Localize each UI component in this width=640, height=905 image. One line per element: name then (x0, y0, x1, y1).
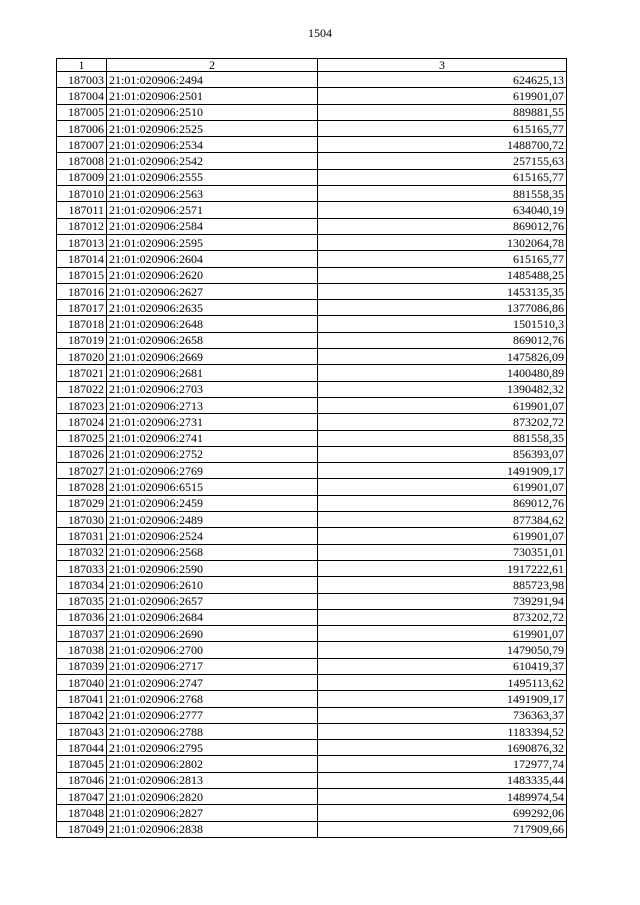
table-row (57, 446, 567, 462)
row-number-cell: 187049 (57, 821, 107, 837)
row-number-cell: 187013 (57, 234, 107, 250)
row-number-cell: 187047 (57, 789, 107, 805)
cadastral-number-cell: 21:01:020906:2501 (107, 88, 318, 104)
cadastral-number-cell: 21:01:020906:2768 (107, 691, 318, 707)
row-number-cell: 187033 (57, 560, 107, 576)
cadastral-number-cell: 21:01:020906:2700 (107, 642, 318, 658)
cadastral-number-cell: 21:01:020906:2604 (107, 251, 318, 267)
cadastral-value-cell: 1491909,17 (318, 691, 567, 707)
row-number-cell: 187004 (57, 88, 107, 104)
row-number-cell: 187034 (57, 577, 107, 593)
cadastral-number-cell: 21:01:020906:2542 (107, 153, 318, 169)
cadastral-value-cell: 881558,35 (318, 430, 567, 446)
row-number-cell: 187036 (57, 609, 107, 625)
cadastral-number-cell: 21:01:020906:2752 (107, 446, 318, 462)
table-row (57, 805, 567, 821)
row-number-cell: 187043 (57, 723, 107, 739)
cadastral-number-cell: 21:01:020906:2635 (107, 300, 318, 316)
table-row (57, 137, 567, 153)
cadastral-value-cell: 889881,55 (318, 104, 567, 120)
table-body (57, 72, 567, 838)
row-number-cell: 187032 (57, 544, 107, 560)
cadastral-value-cell: 1400480,89 (318, 365, 567, 381)
cadastral-value-cell: 730351,01 (318, 544, 567, 560)
cadastral-value-cell: 619901,07 (318, 479, 567, 495)
cadastral-value-cell: 619901,07 (318, 528, 567, 544)
row-number-cell: 187015 (57, 267, 107, 283)
table-row (57, 202, 567, 218)
cadastral-value-cell: 856393,07 (318, 446, 567, 462)
row-number-cell: 187042 (57, 707, 107, 723)
table-row (57, 153, 567, 169)
table-row (57, 512, 567, 528)
row-number-cell: 187023 (57, 397, 107, 413)
cadastral-value-cell: 1495113,62 (318, 674, 567, 690)
table-row (57, 365, 567, 381)
cadastral-number-cell: 21:01:020906:2459 (107, 495, 318, 511)
cadastral-number-cell: 21:01:020906:2658 (107, 332, 318, 348)
table-row (57, 821, 567, 837)
row-number-cell: 187014 (57, 251, 107, 267)
row-number-cell: 187026 (57, 446, 107, 462)
cadastral-value-cell: 619901,07 (318, 88, 567, 104)
table-row (57, 381, 567, 397)
cadastral-value-cell: 717909,66 (318, 821, 567, 837)
cadastral-value-cell: 1302064,78 (318, 234, 567, 250)
table-row (57, 234, 567, 250)
cadastral-value-cell: 619901,07 (318, 397, 567, 413)
table-row (57, 430, 567, 446)
table-row (57, 218, 567, 234)
row-number-cell: 187048 (57, 805, 107, 821)
cadastral-value-cell: 257155,63 (318, 153, 567, 169)
cadastral-number-cell: 21:01:020906:2657 (107, 593, 318, 609)
cadastral-value-cell: 1485488,25 (318, 267, 567, 283)
cadastral-value-cell: 624625,13 (318, 72, 567, 88)
cadastral-number-cell: 21:01:020906:2571 (107, 202, 318, 218)
row-number-cell: 187028 (57, 479, 107, 495)
cadastral-value-cell: 739291,94 (318, 593, 567, 609)
table-row (57, 169, 567, 185)
table-row (57, 560, 567, 576)
cadastral-number-cell: 21:01:020906:2713 (107, 397, 318, 413)
cadastral-value-cell: 699292,06 (318, 805, 567, 821)
cadastral-value-cell: 615165,77 (318, 251, 567, 267)
table-row (57, 642, 567, 658)
row-number-cell: 187003 (57, 72, 107, 88)
page-number: 1504 (308, 26, 332, 40)
row-number-cell: 187021 (57, 365, 107, 381)
table-row (57, 577, 567, 593)
cadastral-number-cell: 21:01:020906:2534 (107, 137, 318, 153)
table-row (57, 267, 567, 283)
table-row (57, 707, 567, 723)
table-row (57, 528, 567, 544)
cadastral-number-cell: 21:01:020906:2838 (107, 821, 318, 837)
cadastral-value-cell: 615165,77 (318, 120, 567, 136)
cadastral-value-cell: 1479050,79 (318, 642, 567, 658)
table-row (57, 251, 567, 267)
row-number-cell: 187031 (57, 528, 107, 544)
cadastral-value-cell: 873202,72 (318, 609, 567, 625)
row-number-cell: 187012 (57, 218, 107, 234)
cadastral-number-cell: 21:01:020906:2595 (107, 234, 318, 250)
row-number-cell: 187039 (57, 658, 107, 674)
cadastral-number-cell: 21:01:020906:2524 (107, 528, 318, 544)
table-row (57, 479, 567, 495)
cadastral-number-cell: 21:01:020906:2494 (107, 72, 318, 88)
cadastral-number-cell: 21:01:020906:2568 (107, 544, 318, 560)
table-row (57, 691, 567, 707)
row-number-cell: 187025 (57, 430, 107, 446)
table-row (57, 658, 567, 674)
row-number-cell: 187009 (57, 169, 107, 185)
cadastral-value-cell: 1390482,32 (318, 381, 567, 397)
cadastral-value-cell: 1489974,54 (318, 789, 567, 805)
cadastral-value-cell: 736363,37 (318, 707, 567, 723)
column-header-1: 1 (57, 59, 107, 72)
table-row (57, 544, 567, 560)
cadastral-number-cell: 21:01:020906:2620 (107, 267, 318, 283)
cadastral-number-cell: 21:01:020906:2627 (107, 283, 318, 299)
cadastral-value-cell: 1491909,17 (318, 463, 567, 479)
row-number-cell: 187008 (57, 153, 107, 169)
cadastral-number-cell: 21:01:020906:2555 (107, 169, 318, 185)
cadastral-value-cell: 1453135,35 (318, 283, 567, 299)
cadastral-value-cell: 1488700,72 (318, 137, 567, 153)
table-row (57, 300, 567, 316)
cadastral-number-cell: 21:01:020906:2563 (107, 186, 318, 202)
cadastral-value-cell: 1501510,3 (318, 316, 567, 332)
cadastral-value-cell: 1377086,86 (318, 300, 567, 316)
row-number-cell: 187016 (57, 283, 107, 299)
row-number-cell: 187019 (57, 332, 107, 348)
column-header-3: 3 (318, 59, 567, 72)
row-number-cell: 187044 (57, 740, 107, 756)
cadastral-value-cell: 1690876,32 (318, 740, 567, 756)
row-number-cell: 187037 (57, 626, 107, 642)
cadastral-value-cell: 1917222,61 (318, 560, 567, 576)
cadastral-number-cell: 21:01:020906:2669 (107, 349, 318, 365)
cadastral-value-cell: 877384,62 (318, 512, 567, 528)
column-header-2: 2 (107, 59, 318, 72)
cadastral-number-cell: 21:01:020906:2510 (107, 104, 318, 120)
cadastral-value-cell: 885723,98 (318, 577, 567, 593)
table-row (57, 349, 567, 365)
cadastral-number-cell: 21:01:020906:2731 (107, 414, 318, 430)
table-row (57, 593, 567, 609)
row-number-cell: 187010 (57, 186, 107, 202)
table-row (57, 104, 567, 120)
table-header (57, 59, 567, 72)
cadastral-number-cell: 21:01:020906:2590 (107, 560, 318, 576)
cadastral-value-cell: 634040,19 (318, 202, 567, 218)
cadastral-value-cell: 172977,74 (318, 756, 567, 772)
row-number-cell: 187027 (57, 463, 107, 479)
table-row (57, 332, 567, 348)
cadastral-value-cell: 610419,37 (318, 658, 567, 674)
table-row (57, 789, 567, 805)
cadastral-value-cell: 619901,07 (318, 626, 567, 642)
cadastral-value-cell: 869012,76 (318, 332, 567, 348)
table-row (57, 88, 567, 104)
table-row (57, 674, 567, 690)
cadastral-number-cell: 21:01:020906:2777 (107, 707, 318, 723)
cadastral-number-cell: 21:01:020906:2802 (107, 756, 318, 772)
row-number-cell: 187045 (57, 756, 107, 772)
row-number-cell: 187035 (57, 593, 107, 609)
row-number-cell: 187018 (57, 316, 107, 332)
row-number-cell: 187017 (57, 300, 107, 316)
cadastral-value-cell: 881558,35 (318, 186, 567, 202)
row-number-cell: 187030 (57, 512, 107, 528)
cadastral-value-cell: 1183394,52 (318, 723, 567, 739)
cadastral-number-cell: 21:01:020906:2681 (107, 365, 318, 381)
cadastral-value-cell: 869012,76 (318, 218, 567, 234)
row-number-cell: 187040 (57, 674, 107, 690)
row-number-cell: 187020 (57, 349, 107, 365)
row-number-cell: 187046 (57, 772, 107, 788)
table-row (57, 495, 567, 511)
row-number-cell: 187022 (57, 381, 107, 397)
table-row (57, 609, 567, 625)
row-number-cell: 187041 (57, 691, 107, 707)
cadastral-value-cell: 873202,72 (318, 414, 567, 430)
table-row (57, 120, 567, 136)
cadastral-number-cell: 21:01:020906:2489 (107, 512, 318, 528)
row-number-cell: 187024 (57, 414, 107, 430)
table-row (57, 723, 567, 739)
row-number-cell: 187029 (57, 495, 107, 511)
table-row (57, 186, 567, 202)
cadastral-number-cell: 21:01:020906:2684 (107, 609, 318, 625)
row-number-cell: 187038 (57, 642, 107, 658)
table-row (57, 463, 567, 479)
table-row (57, 414, 567, 430)
cadastral-number-cell: 21:01:020906:2690 (107, 626, 318, 642)
cadastral-value-cell: 615165,77 (318, 169, 567, 185)
cadastral-number-cell: 21:01:020906:2610 (107, 577, 318, 593)
cadastral-value-cell: 869012,76 (318, 495, 567, 511)
table-row (57, 397, 567, 413)
row-number-cell: 187006 (57, 120, 107, 136)
row-number-cell: 187011 (57, 202, 107, 218)
row-number-cell: 187007 (57, 137, 107, 153)
table-row (57, 316, 567, 332)
cadastral-number-cell: 21:01:020906:2788 (107, 723, 318, 739)
cadastral-number-cell: 21:01:020906:2525 (107, 120, 318, 136)
cadastral-number-cell: 21:01:020906:2820 (107, 789, 318, 805)
cadastral-number-cell: 21:01:020906:2769 (107, 463, 318, 479)
table-row (57, 283, 567, 299)
cadastral-number-cell: 21:01:020906:2584 (107, 218, 318, 234)
cadastral-number-cell: 21:01:020906:2747 (107, 674, 318, 690)
cadastral-number-cell: 21:01:020906:2648 (107, 316, 318, 332)
cadastral-number-cell: 21:01:020906:6515 (107, 479, 318, 495)
cadastral-value-cell: 1483335,44 (318, 772, 567, 788)
cadastral-value-cell: 1475826,09 (318, 349, 567, 365)
table-header-row (57, 59, 567, 72)
cadastral-number-cell: 21:01:020906:2741 (107, 430, 318, 446)
table-row (57, 772, 567, 788)
table-row (57, 756, 567, 772)
table-row (57, 72, 567, 88)
cadastral-number-cell: 21:01:020906:2703 (107, 381, 318, 397)
cadastral-value-table (56, 58, 567, 838)
row-number-cell: 187005 (57, 104, 107, 120)
cadastral-number-cell: 21:01:020906:2795 (107, 740, 318, 756)
cadastral-number-cell: 21:01:020906:2827 (107, 805, 318, 821)
cadastral-number-cell: 21:01:020906:2813 (107, 772, 318, 788)
cadastral-number-cell: 21:01:020906:2717 (107, 658, 318, 674)
table-row (57, 626, 567, 642)
table-row (57, 740, 567, 756)
